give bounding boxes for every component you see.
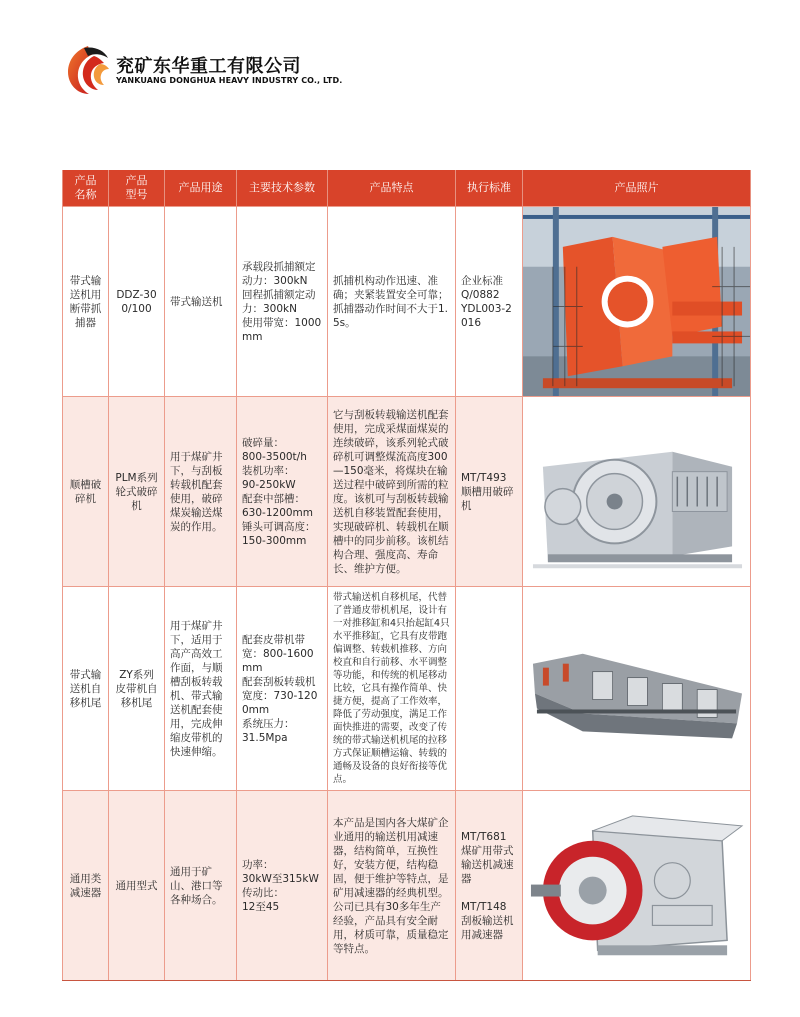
header-product-features: 产品特点 [328, 170, 456, 207]
cell-product-name: 通用类减速器 [63, 791, 109, 981]
cell-standard: 企业标准 Q/0882 YDL003-2016 [456, 207, 523, 397]
cell-product-photo [523, 207, 751, 397]
cell-product-usage: 通用于矿山、港口等各种场合。 [165, 791, 237, 981]
reducer-gearbox-photo [523, 791, 750, 980]
cell-product-model: ZY系列皮带机自移机尾 [109, 587, 165, 791]
cell-product-name: 带式输送机用断带抓捕器 [63, 207, 109, 397]
header-product-name: 产品 名称 [63, 170, 109, 207]
company-name-en: YANKUANG DONGHUA HEAVY INDUSTRY CO., LTD. [116, 76, 343, 85]
cell-tech-params: 功率： 30kW至315kW 传动比： 12至45 [237, 791, 328, 981]
cell-product-features: 抓捕机构动作迅速、准确；夹紧装置安全可靠；抓捕器动作时间不大于1.5s。 [328, 207, 456, 397]
company-header [64, 44, 364, 96]
cell-product-usage: 用于煤矿井下，与刮板转载机配套使用，破碎煤炭输送煤炭的作用。 [165, 397, 237, 587]
header-product-model: 产品 型号 [109, 170, 165, 207]
table-row [63, 207, 751, 397]
cell-product-photo [523, 587, 751, 791]
cell-product-photo [523, 791, 751, 981]
cell-product-name: 带式输送机自移机尾 [63, 587, 109, 791]
cell-tech-params: 破碎量： 800-3500t/h 装机功率： 90-250kW 配套中部槽： 630-1200mm 锤头可调高度： 150-300mm [237, 397, 328, 587]
cell-product-usage: 用于煤矿井下，适用于高产高效工作面，与顺槽刮板转载机、带式输送机配套使用，完成伸缩皮带机的快速伸缩。 [165, 587, 237, 791]
product-table [62, 170, 751, 981]
gray-crusher-photo [523, 397, 750, 586]
header-product-usage: 产品用途 [165, 170, 237, 207]
cell-product-features: 带式输送机自移机尾，代替了普通皮带机机尾，设计有一对推移缸和4只抬起缸4只水平推移缸，它具有皮带跑偏调整、转载机推移、方向校直和自行前移、水平调整等功能，和传统的机尾移动比较，它具有操作简单、快捷方便，提高了工作效率，降低了劳动强度，满足工作面快推进的需要，改变了传统的带式输送机机尾的拉移方式保证顺槽运输、转载的通畅及设备的良好衔接等优点。 [328, 587, 456, 791]
cell-product-model: DDZ-300/100 [109, 207, 165, 397]
company-name-cn: 兖矿东华重工有限公司 [116, 56, 301, 77]
header-product-photo: 产品照片 [523, 170, 751, 207]
orange-catcher-photo [523, 207, 750, 396]
cell-product-photo [523, 397, 751, 587]
cell-product-model: PLM系列轮式破碎机 [109, 397, 165, 587]
cell-standard: MT/T681 煤矿用带式输送机减速器 MT/T148 刮板输送机用减速器 [456, 791, 523, 981]
header-tech-params: 主要技术参数 [237, 170, 328, 207]
table-header-row [63, 170, 751, 207]
table-row [63, 791, 751, 981]
cell-standard [456, 587, 523, 791]
cell-product-usage: 带式输送机 [165, 207, 237, 397]
cell-product-features: 它与刮板转载输送机配套使用，完成采煤面煤炭的连续破碎，该系列轮式破碎机可调整煤流高度300—150毫米，将煤块在输送过程中破碎到所需的粒度。该机可与刮板转载输送机自移装置配套使用，实现破碎机、转载机在顺槽中的同步前移。该机结构合理、强度高、寿命长、维护方便。 [328, 397, 456, 587]
self-moving-tail-photo [523, 594, 750, 783]
cell-standard: MT/T493 顺槽用破碎机 [456, 397, 523, 587]
cell-product-model: 通用型式 [109, 791, 165, 981]
table-row [63, 587, 751, 791]
cell-tech-params: 配套皮带机带宽：800-1600mm 配套刮板转载机宽度：730-1200mm 系统压力： 31.5Mpa [237, 587, 328, 791]
cell-product-name: 顺槽破碎机 [63, 397, 109, 587]
header-standard: 执行标准 [456, 170, 523, 207]
table-row [63, 397, 751, 587]
company-logo-icon [64, 44, 110, 96]
cell-tech-params: 承载段抓捕额定动力：300kN 回程抓捕额定动力：300kN 使用带宽：1000mm [237, 207, 328, 397]
cell-product-features: 本产品是国内各大煤矿企业通用的输送机用减速器，结构简单，互换性好，安装方便，结构稳固，便于维护等特点，是矿用减速器的经典机型。公司已具有30多年生产经验，产品具有安全耐用，材质可靠，质量稳定等特点。 [328, 791, 456, 981]
